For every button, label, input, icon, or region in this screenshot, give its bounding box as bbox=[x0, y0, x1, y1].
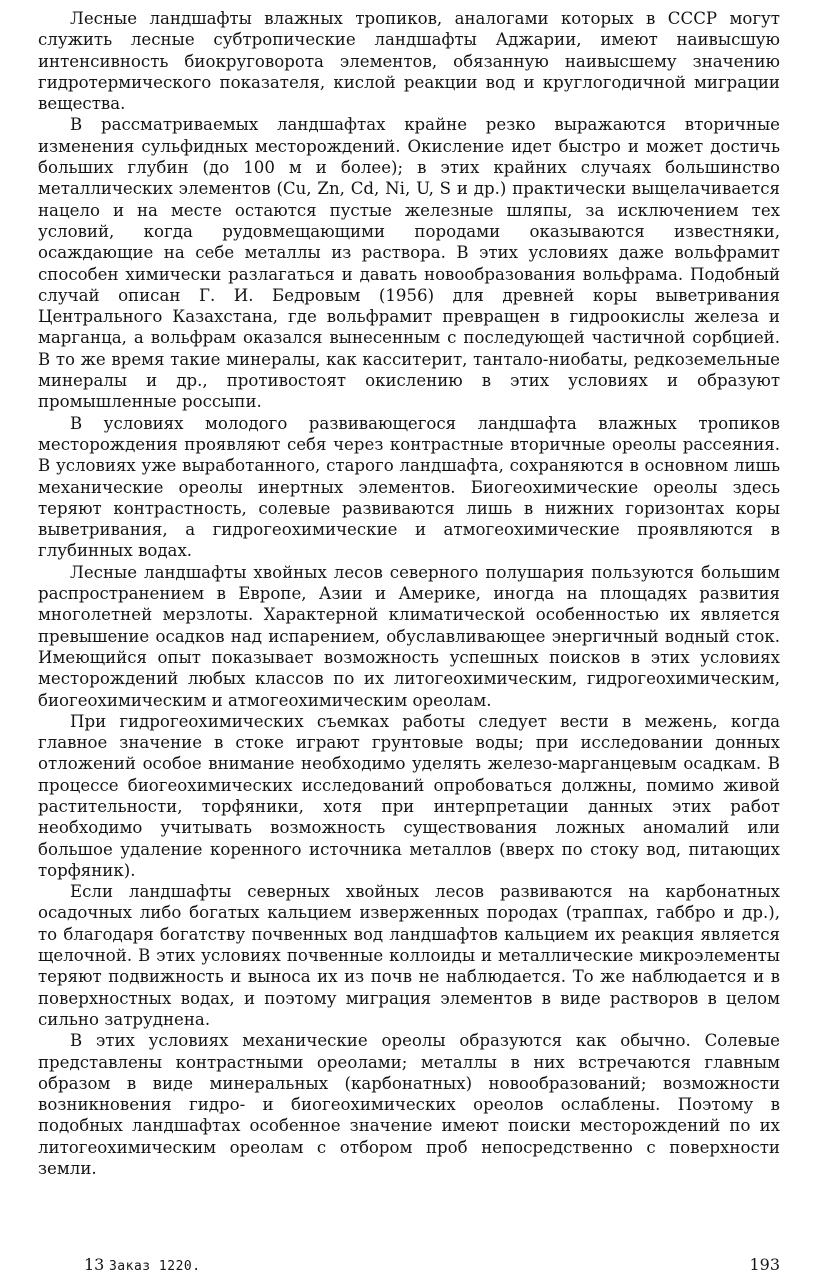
paragraph-dispersion-halos: В условиях молодого развивающегося ландшафта влажных тропиков месторождения проявляют себя через контрастные вторичные ореолы рассеяния. В условиях уже выработанного, старого ландшафта, сохраняются в основном лишь механические ореолы инертных элементов. Биогеохимические ореолы здесь теряют контрастность, солевые развиваются лишь в нижних горизонтах коры выветривания, а гидрогеохимические и атмогеохимические проявляются в глубинных водах. bbox=[38, 413, 780, 561]
paragraph-hydrogeochemical-surveys: При гидрогеохимических съемках работы следует вести в межень, когда главное значение в стоке играют грунтовые воды; при исследовании донных отложений особое внимание необходимо уделять железо-марганцевым осадкам. В процессе биогеохимических исследований опробоваться должны, помимо живой растительности, торфяники, хотя при интерпретации данных этих работ необходимо учитывать возможность существования ложных аномалий или большое удаление коренного источника металлов (вверх по стоку вод, питающих торфяник). bbox=[38, 711, 780, 880]
signature-number: 13 bbox=[84, 1255, 105, 1274]
paragraph-carbonate-rocks: Если ландшафты северных хвойных лесов развиваются на карбонатных осадочных либо богатых кальцием изверженных породах (траппах, габбро и др.), то благодаря богатству почвенных вод ландшафтов кальцием их реакция является щелочной. В этих условиях почвенные коллоиды и металлические микроэлементы теряют подвижность и выноса их из почв не наблюдается. То же наблюдается и в поверхностных водах, и поэтому миграция элементов в виде растворов в целом сильно затруднена. bbox=[38, 882, 780, 1029]
paragraph-coniferous-forests: Лесные ландшафты хвойных лесов северного полушария пользуются большим распространением в Европе, Азии и Америке, иногда на площадях развития многолетней мерзлоты. Характерной климатической особенностью их является превышение осадков над испарением, обуславливающее энергичный водный сток. Имеющийся опыт показывает возможность успешных поисков в этих условиях месторождений любых классов по их литогеохимическим, гидрогеохимическим, биогеохимическим и атмогеохимическим ореолам. bbox=[38, 562, 780, 710]
page-body bbox=[38, 8, 780, 1179]
page-footer bbox=[84, 1255, 780, 1275]
paragraph-sulfide-oxidation: В рассматриваемых ландшафтах крайне резко выражаются вторичные изменения сульфидных месторождений. Окисление идет быстро и может достичь больших глубин (до 100 м и более); в этих крайних случаях большинство металлических элементов (Cu, Zn, Cd, Ni, U, S и др.) практически выщелачивается нацело и на месте остаются пустые железные шляпы, за исключением тех условий, когда рудовмещающими породами оказываются известняки, осаждающие на себе металлы из раствора. В этих условиях даже вольфрамит способен химически разлагаться и давать новообразования вольфрама. Подобный случай описан Г. И. Бедровым (1956) для древней коры выветривания Центрального Казахстана, где вольфрамит превращен в гидроокислы железа и марганца, а вольфрам оказался вынесенным с последующей частичной сорбцией. В то же время такие минералы, как касситерит, тантало-ниобаты, редкоземельные минералы и др., противостоят окислению в этих условиях и образуют промышленные россыпи. bbox=[38, 115, 780, 412]
paragraph-humid-tropics: Лесные ландшафты влажных тропиков, аналогами которых в СССР могут служить лесные субтропические ландшафты Аджарии, имеют наивысшую интенсивность биокруговорота элементов, обязанную наивысшему значению гидротермического показателя, кислой реакции вод и круглогодичной миграции вещества. bbox=[38, 9, 780, 114]
paragraph-mechanical-halos: В этих условиях механические ореолы образуются как обычно. Солевые представлены контрастными ореолами; металлы в них встречаются главным образом в виде минеральных (карбонатных) новообразований; возможности возникновения гидро- и биогеохимических ореолов ослаблены. Поэтому в подобных ландшафтах особенное значение имеют поиски месторождений по их литогеохимическим ореолам с отбором проб непосредственно с поверхности земли. bbox=[38, 1031, 780, 1179]
order-label: Заказ 1220. bbox=[108, 1259, 201, 1274]
page-number: 193 bbox=[749, 1255, 780, 1274]
printer-signature bbox=[84, 1255, 201, 1274]
